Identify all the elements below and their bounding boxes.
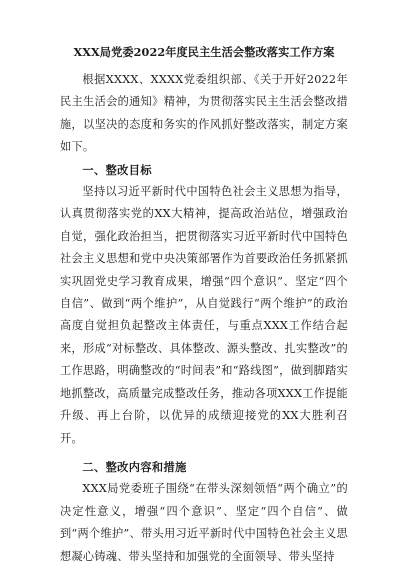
document-page [60,44,348,568]
intro-paragraph: 根据XXXX、XXXX党委组织部、《关于开好2022年民主生活会的通知》精神，为贯彻落实民主生活会整改措施，以坚决的态度和务实的作风抓好整改落实，制定方案如下。 [60,73,348,154]
document-title: XXX局党委2022年度民主生活会整改落实工作方案 [73,45,335,59]
measures-paragraph: XXX局党委班子围绕“在带头深刻领悟“两个确立”的决定性意义，增强“四个意识”、坚定“四个自信”、做到“两个维护”、带头用习近平新时代中国特色社会主义思想凝心铸魂、带头坚持和加强党的全面领导、带头坚持 [60,482,348,563]
section-heading-goals: 一、整改目标 [82,162,152,177]
section-heading-measures: 二、整改内容和措施 [82,459,187,474]
goals-paragraph: 坚持以习近平新时代中国特色社会主义思想为指导，认真贯彻落实党的XX大精神，提高政治站位，增强政治自觉，强化政治担当，把贯彻落实习近平新时代中国特色社会主义思想和党中央决策部署作为首要政治任务抓紧抓实巩固党史学习教育成果，增强“四个意识”、坚定“四个自信”、做到“两个维护”，从自觉践行“两个维护”的政治高度自觉担负起整改主体责任，与重点XXX工作结合起来，形成“对标整改、具体整改、源头整改、扎实整改”的工作思路，明确整改的“时间表”和“路线图”，做到脚踏实地抓整改，高质量完成整改任务，推动各项XXX工作提能升级、再上台阶，以优异的成绩迎接党的XX大胜利召开。 [60,185,348,445]
